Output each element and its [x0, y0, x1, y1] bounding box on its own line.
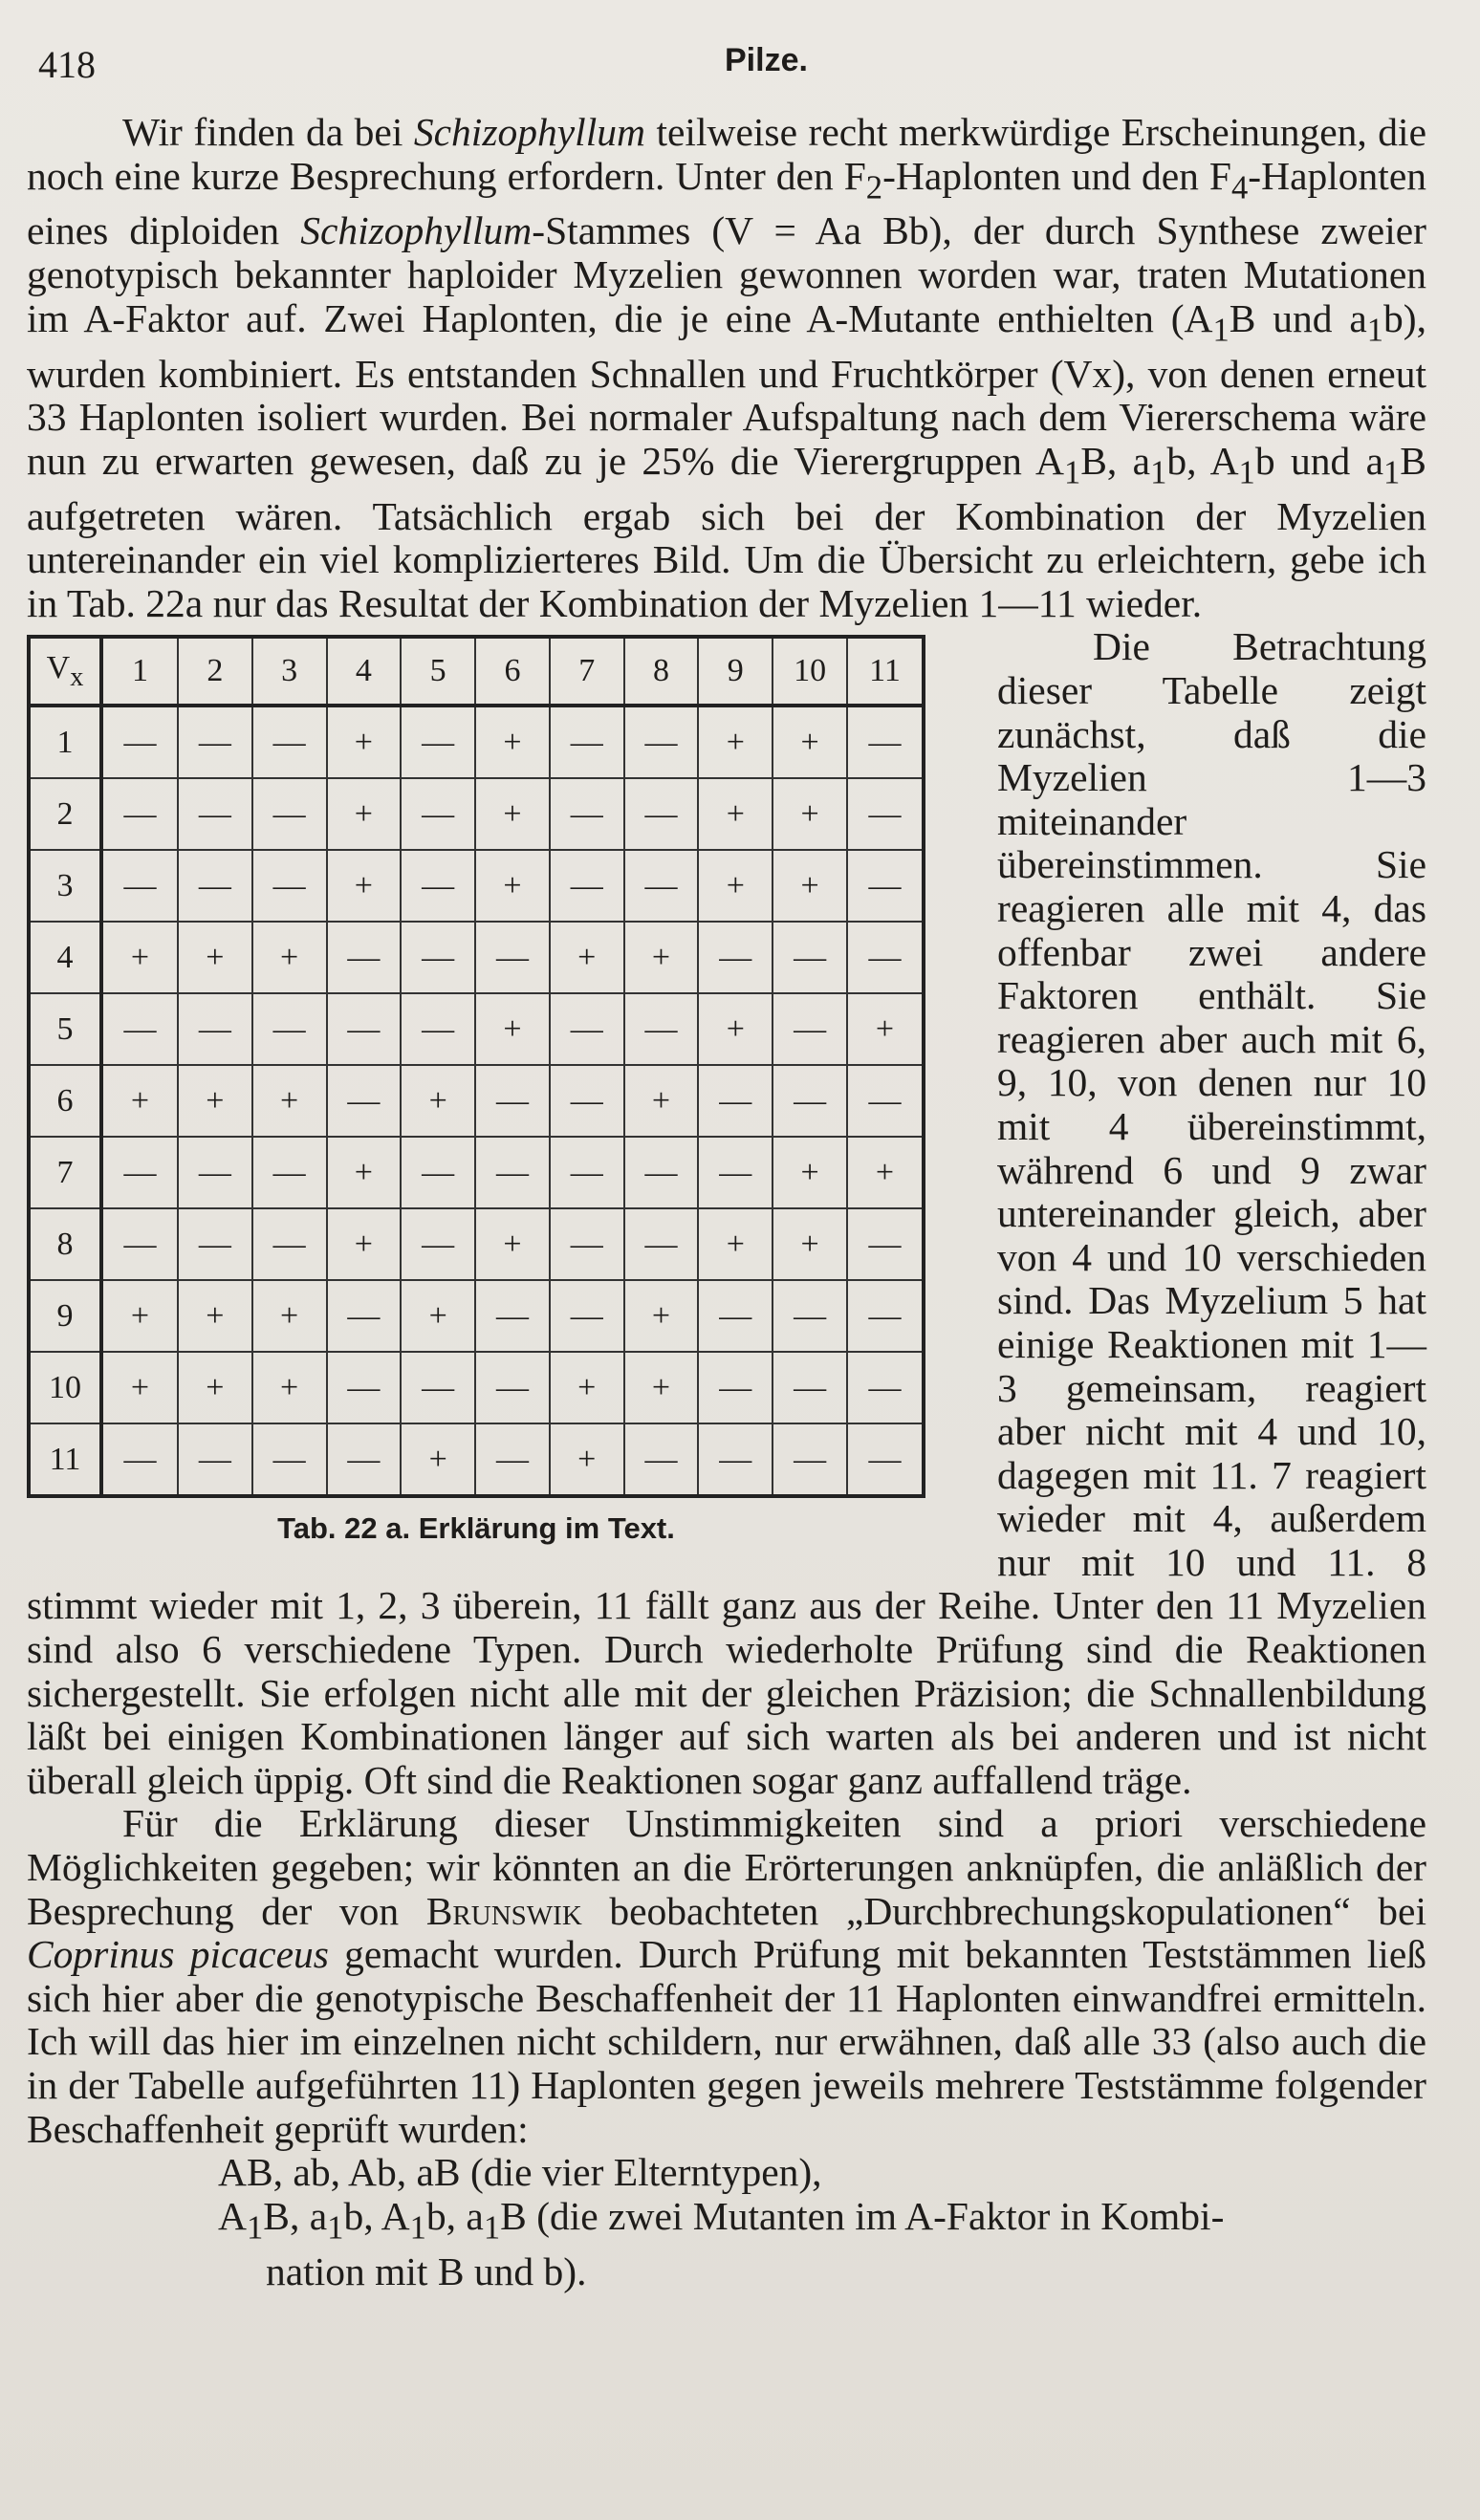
formula-line-1: AB, ab, Ab, aB (die vier Elterntypen), — [218, 2150, 822, 2195]
table-cell: — — [773, 1352, 847, 1423]
table-row — [29, 1352, 924, 1423]
column-header: 1 — [101, 637, 178, 706]
table-cell: — — [101, 778, 178, 850]
table-cell: + — [401, 1280, 475, 1352]
paragraph-3: Für die Erklärung dieser Unstimmigkeiten sind a priori verschiedene Möglichkeiten gegeben; wir könnten an die Erörterungen anknüpfen, die anläßlich der Besprechung der von Brunswik beobachteten „Durchbrechungskopulationen“ bei Coprinus picaceus gemacht wurden. Durch Prüfung mit bekannten Teststämmen ließ sich hier aber die genotypische Beschaffenheit der 11 Haplonten einwandfrei ermitteln. Ich will das hier im einzelnen nicht schildern, nur erwähnen, daß alle 33 (also auch die in der Tabelle aufgeführten 11) Haplonten gegen jeweils mehrere Teststämme folgender Beschaffenheit geprüft wurden: — [27, 1801, 1427, 2151]
table-cell: — — [773, 922, 847, 993]
table-corner-label: $V_x$ — [29, 637, 101, 706]
table-cell: — — [773, 1065, 847, 1137]
table-cell: + — [624, 1352, 699, 1423]
table-cell: — — [401, 922, 475, 993]
table-cell: — — [624, 1137, 699, 1208]
table-cell: — — [624, 850, 699, 922]
table-cell: + — [327, 706, 402, 778]
table-cell: + — [475, 706, 550, 778]
subscript: 1 — [409, 2209, 426, 2247]
table-cell: — — [178, 850, 252, 922]
table-cell: — — [847, 1280, 924, 1352]
table-cell: — — [550, 1280, 624, 1352]
table-caption: Tab. 22 a. Erklärung im Text. — [277, 1511, 675, 1546]
table-cell: + — [252, 922, 327, 993]
table-cell: — — [847, 706, 924, 778]
table-cell: — — [327, 1065, 402, 1137]
table-cell: — — [101, 1423, 178, 1496]
table-cell: + — [178, 922, 252, 993]
table-cell: — — [698, 1423, 773, 1496]
table-cell: — — [550, 993, 624, 1065]
subscript: x — [70, 662, 84, 692]
subscript: 2 — [865, 168, 883, 206]
column-header: 2 — [178, 637, 252, 706]
table-cell: + — [698, 1208, 773, 1280]
table-cell: — — [327, 1280, 402, 1352]
table-cell: — — [178, 1423, 252, 1496]
table-cell: — — [698, 922, 773, 993]
row-header: 11 — [29, 1423, 101, 1496]
reaction-table — [27, 635, 925, 1498]
subscript: 1 — [483, 2209, 501, 2247]
table-cell: + — [178, 1065, 252, 1137]
table-cell: — — [550, 706, 624, 778]
table-cell: + — [847, 993, 924, 1065]
table-cell: — — [475, 1352, 550, 1423]
table-cell: + — [475, 1208, 550, 1280]
subscript: 1 — [1150, 454, 1167, 491]
table-cell: + — [327, 1208, 402, 1280]
row-header: 9 — [29, 1280, 101, 1352]
table-cell: — — [101, 850, 178, 922]
table-cell: — — [698, 1352, 773, 1423]
table-cell: + — [178, 1352, 252, 1423]
table-cell: — — [847, 1423, 924, 1496]
table-cell: + — [252, 1352, 327, 1423]
table-cell: — — [773, 993, 847, 1065]
table-cell: — — [847, 778, 924, 850]
table-cell: — — [401, 1137, 475, 1208]
table-cell: — — [847, 922, 924, 993]
table-cell: — — [624, 1423, 699, 1496]
table-cell: + — [101, 1065, 178, 1137]
table-cell: — — [178, 1137, 252, 1208]
table-cell: + — [773, 1208, 847, 1280]
table-cell: — — [698, 1137, 773, 1208]
row-header: 3 — [29, 850, 101, 922]
table-cell: + — [475, 993, 550, 1065]
table-cell: — — [475, 1137, 550, 1208]
table-cell: — — [252, 993, 327, 1065]
row-header: 8 — [29, 1208, 101, 1280]
subscript: 1 — [246, 2209, 264, 2247]
formula-line-3: nation mit B und b). — [266, 2248, 587, 2293]
row-header: 10 — [29, 1352, 101, 1423]
table-row — [29, 1423, 924, 1496]
table-cell: — — [327, 993, 402, 1065]
table-row — [29, 706, 924, 778]
table-cell: — — [550, 1208, 624, 1280]
table-cell: + — [550, 1423, 624, 1496]
table-cell: + — [698, 993, 773, 1065]
subscript: 1 — [1366, 311, 1384, 348]
table-cell: + — [773, 778, 847, 850]
table-cell: — — [178, 706, 252, 778]
row-header: 6 — [29, 1065, 101, 1137]
table-cell: + — [698, 706, 773, 778]
italic-run: Coprinus picaceus — [27, 1932, 329, 1977]
table-cell: + — [698, 850, 773, 922]
table-cell: — — [847, 850, 924, 922]
table-22a-block — [27, 635, 959, 1546]
page-number: 418 — [38, 43, 96, 86]
table-cell: — — [252, 778, 327, 850]
table-cell: — — [178, 993, 252, 1065]
formula-line-2: $A_1B$, $a_1b$, $A_1b$, $a_1B$ (die zwei Mutanten im A-Faktor in Kombi- — [218, 2193, 1225, 2247]
page-header — [27, 42, 1426, 111]
column-header: 6 — [475, 637, 550, 706]
table-cell: + — [550, 1352, 624, 1423]
table-cell: — — [252, 706, 327, 778]
italic-run: Schizophyllum — [300, 208, 533, 253]
table-cell: — — [101, 1137, 178, 1208]
table-row — [29, 778, 924, 850]
column-header: 4 — [327, 637, 402, 706]
table-cell: — — [550, 850, 624, 922]
table-cell: — — [698, 1280, 773, 1352]
table-row — [29, 1208, 924, 1280]
table-cell: + — [101, 1352, 178, 1423]
row-header: 4 — [29, 922, 101, 993]
table-cell: — — [550, 1137, 624, 1208]
table-cell: — — [624, 1208, 699, 1280]
table-cell: — — [401, 993, 475, 1065]
column-header: 11 — [847, 637, 924, 706]
table-cell: — — [550, 1065, 624, 1137]
table-cell: — — [401, 1352, 475, 1423]
table-cell: + — [624, 1280, 699, 1352]
column-header: 3 — [252, 637, 327, 706]
column-header: 9 — [698, 637, 773, 706]
table-cell: — — [252, 1208, 327, 1280]
table-row — [29, 1065, 924, 1137]
table-row — [29, 993, 924, 1065]
small-caps-name: Brunswik — [425, 1888, 582, 1933]
subscript: 1 — [1212, 311, 1230, 348]
subscript: 1 — [327, 2209, 344, 2247]
subscript: 1 — [1238, 454, 1255, 491]
table-cell: — — [475, 1280, 550, 1352]
table-cell: — — [847, 1065, 924, 1137]
table-cell: — — [847, 1352, 924, 1423]
table-cell: + — [773, 1137, 847, 1208]
table-cell: — — [178, 1208, 252, 1280]
table-cell: — — [401, 1208, 475, 1280]
table-cell: — — [773, 1280, 847, 1352]
table-cell: + — [773, 850, 847, 922]
table-row — [29, 1137, 924, 1208]
table-cell: + — [475, 850, 550, 922]
test-strain-list — [27, 2151, 1426, 2293]
table-cell: + — [624, 922, 699, 993]
table-cell: — — [327, 1423, 402, 1496]
table-cell: + — [475, 778, 550, 850]
subscript: 1 — [1383, 454, 1401, 491]
table-cell: — — [178, 778, 252, 850]
table-cell: — — [624, 706, 699, 778]
paragraph-2: Die Betrachtung dieser Tabelle zeigt zunächst, daß die Myzelien 1—3 miteinander übereinstimmen. Sie reagieren alle mit 4, das offenbar zwei andere Faktoren enthält. Sie reagieren aber auch mit 6, 9, 10, von denen nur 10 mit 4 übereinstimmt, während 6 und 9 zwar untereinander gleich, aber von 4 und 10 verschieden sind. Das Myzelium 5 hat einige Reaktionen mit 1—3 gemeinsam, reagiert aber nicht mit 4 und 10, dagegen mit 11. 7 reagiert wieder mit 4, außerdem nur mit 10 und 11. 8 stimmt wieder mit 1, 2, 3 überein, 11 fällt ganz aus der Reihe. Unter den 11 Myzelien sind also 6 verschiedene Typen. Durch wiederholte Prüfung sind die Reaktionen sichergestellt. Sie erfolgen nicht alle mit der gleichen Präzision; die Schnallenbildung läßt bei einigen Kombinationen länger auf sich warten als bei anderen und ist nicht überall gleich üppig. Oft sind die Reaktionen sogar ganz auffallend träge. — [27, 624, 1426, 1802]
table-cell: + — [252, 1065, 327, 1137]
italic-run: Schizophyllum — [413, 110, 645, 154]
table-cell: — — [401, 778, 475, 850]
table-row — [29, 850, 924, 922]
table-cell: + — [698, 778, 773, 850]
running-head: Pilze. — [725, 42, 808, 78]
table-cell: — — [624, 778, 699, 850]
table-cell: — — [550, 778, 624, 850]
table-cell: + — [101, 1280, 178, 1352]
table-cell: + — [327, 1137, 402, 1208]
table-cell: — — [101, 1208, 178, 1280]
table-cell: + — [847, 1137, 924, 1208]
subscript: 1 — [1063, 454, 1081, 491]
table-cell: + — [624, 1065, 699, 1137]
table-row — [29, 922, 924, 993]
table-cell: — — [624, 993, 699, 1065]
table-cell: + — [327, 850, 402, 922]
table-cell: + — [252, 1280, 327, 1352]
table-cell: — — [401, 850, 475, 922]
table-cell: — — [475, 922, 550, 993]
column-header: 7 — [550, 637, 624, 706]
table-cell: — — [252, 850, 327, 922]
table-cell: + — [101, 922, 178, 993]
table-cell: — — [252, 1423, 327, 1496]
table-cell: — — [101, 706, 178, 778]
table-cell: + — [401, 1065, 475, 1137]
subscript: 4 — [1231, 168, 1249, 206]
column-header: 10 — [773, 637, 847, 706]
table-cell: — — [698, 1065, 773, 1137]
table-cell: + — [401, 1423, 475, 1496]
table-cell: — — [475, 1423, 550, 1496]
paragraph-1: Wir finden da bei Schizophyllum teilweise recht merkwürdige Erscheinungen, die noch eine kurze Besprechung erfordern. Unter den $F_2$-Haplonten und den $F_4$-Haplonten eines diploiden Schizophyllum-Stammes (V = Aa Bb), der durch Synthese zweier genotypisch bekannter haploider Myzelien gewonnen worden war, traten Mutationen im A-Faktor auf. Zwei Haplonten, die je eine A-Mutante enthielten ($A_1B$ und $a_1b$), wurden kombiniert. Es entstanden Schnallen und Fruchtkörper (Vx), von denen erneut 33 Haplonten isoliert wurden. Bei normaler Aufspaltung nach dem Viererschema wäre nun zu erwarten gewesen, daß zu je 25% die Vierergruppen $A_1B$, $a_1b$, $A_1b$ und $a_1B$ aufgetreten wären. Tatsächlich ergab sich bei der Kombination der Myzelien untereinander ein viel komplizierteres Bild. Um die Übersicht zu erleichtern, gebe ich in Tab. 22a nur das Resultat der Kombination der Myzelien 1—11 wieder. — [27, 110, 1426, 625]
row-header: 7 — [29, 1137, 101, 1208]
table-cell: + — [178, 1280, 252, 1352]
table-row — [29, 1280, 924, 1352]
table-cell: + — [327, 778, 402, 850]
table-header-row — [29, 637, 924, 706]
table-cell: + — [773, 706, 847, 778]
table-cell: — — [252, 1137, 327, 1208]
table-cell: — — [327, 1352, 402, 1423]
table-cell: — — [401, 706, 475, 778]
row-header: 2 — [29, 778, 101, 850]
table-cell: — — [101, 993, 178, 1065]
row-header: 5 — [29, 993, 101, 1065]
table-cell: — — [475, 1065, 550, 1137]
column-header: 5 — [401, 637, 475, 706]
row-header: 1 — [29, 706, 101, 778]
table-cell: — — [847, 1208, 924, 1280]
table-cell: + — [550, 922, 624, 993]
table-cell: — — [327, 922, 402, 993]
table-cell: — — [773, 1423, 847, 1496]
column-header: 8 — [624, 637, 699, 706]
